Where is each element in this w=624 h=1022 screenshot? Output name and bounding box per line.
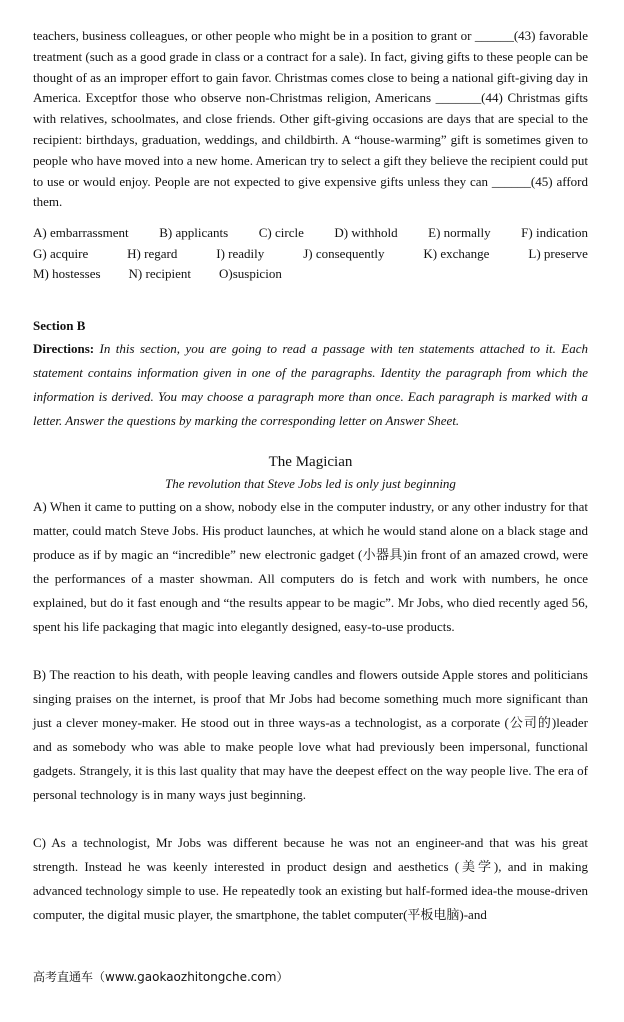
directions-text: In this section, you are going to read a passage with ten statements attached to it. Each statement contains information given in one of the paragraphs. Identity the paragraph from which the information is derived. You may choose a paragraph more than once. Each paragraph is marked with a letter. Answer the questions by marking the corresponding letter on Answer Sheet.: [33, 340, 588, 428]
passage-text: teachers, business colleagues, or other people who might be in a position to grant or ______(43) favorable treatment (such as a good grade in class or a contract for a sale). In fact, giving gifts to these people can be thought of as an improper effort to gain favor. Christmas comes close to being a national gift-giving day in America. Exceptfor those who observe non-Christmas religion, Americans _______(44) Christmas gifts with relatives, schoolmates, and close friends. Other gift-giving occasions are days that are special to the recipient: birthdays, graduation, weddings, and childbirth. A “house-warming” gift is sometimes given to people who have moved into a new home. American try to select a gift they believe the recipient could put to use or would enjoy. People are not expected to give expensive gifts unless they can ______(45) afford them.: [33, 28, 588, 210]
paragraph-c: C) As a technologist, Mr Jobs was different because he was not an engineer-and that was his great strength. Instead he was keenly interested in product design and aesthetics (美学), and in making advanced technology simple to use. He repeatedly took an existing but half-formed idea-the mouse-driven computer, the digital music player, the smartphone, the tablet computer(平板电脑)-and: [33, 834, 588, 922]
word-bank: [33, 223, 588, 285]
article-title: The Magician: [268, 453, 353, 470]
option-j: J) consequently: [303, 245, 385, 261]
option-e: E) normally: [428, 225, 491, 241]
option-a: A) embarrassment: [33, 225, 129, 241]
directions-label: Directions:: [33, 340, 95, 356]
article-subtitle: The revolution that Steve Jobs led is only just beginning: [165, 475, 456, 491]
option-n: N) recipient: [128, 266, 191, 282]
option-d: D) withhold: [334, 225, 398, 241]
page-footer: 高考直通车（www.gaokaozhitongche.com）: [33, 970, 289, 984]
option-h: H) regard: [127, 245, 178, 261]
paragraph-spacer: [33, 807, 588, 831]
paragraph-spacer: [33, 639, 588, 663]
option-c: C) circle: [258, 225, 304, 241]
option-i: I) readily: [216, 245, 265, 261]
directions: [33, 337, 588, 433]
option-m: M) hostesses: [33, 266, 101, 282]
section-b-heading: Section B: [33, 317, 86, 333]
option-o: O)suspicion: [218, 266, 282, 282]
option-g: G) acquire: [33, 245, 89, 261]
option-k: K) exchange: [423, 245, 490, 261]
paragraph-a: A) When it came to putting on a show, nobody else in the computer industry, or any other industry for that matter, could match Steve Jobs. His product launches, at which he would stand alone on a black stage and produce as if by magic an “incredible” new electronic gadget (小器具)in front of an amazed crowd, were the performances of a master showman. All computers do is fetch and work with numbers, he once explained, but do it fast enough and “the results appear to be magic”. Mr Jobs, who died recently aged 56, spent his life packaging that magic into elegantly designed, easy-to-use products.: [33, 498, 588, 634]
word-bank-row-1: [33, 223, 588, 244]
paragraph-b: B) The reaction to his death, with people leaving candles and flowers outside Apple stores and politicians singing praises on the internet, is proof that Mr Jobs had become something much more significant than just a clever money-maker. He stood out in three ways-as a technologist, as a corporate (公司的)leader and as somebody who was able to make people love what had previously been impersonal, functional gadgets. Strangely, it is this last quality that may have the deepest effect on the way people live. The era of personal technology is in many ways just beginning.: [33, 666, 588, 802]
option-l: L) preserve: [528, 245, 588, 261]
option-f: F) indication: [521, 225, 588, 241]
word-bank-row-3: [33, 264, 588, 285]
document-page: [33, 26, 588, 927]
word-bank-row-2: [33, 244, 588, 265]
option-b: B) applicants: [159, 225, 229, 241]
